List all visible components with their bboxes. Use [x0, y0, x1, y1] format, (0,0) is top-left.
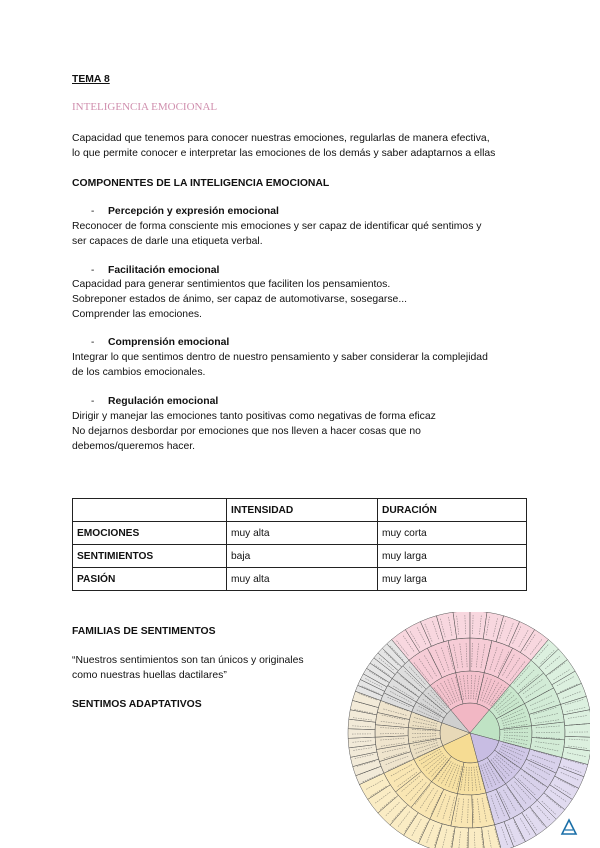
- families-heading: FAMILIAS DE SENTIMENTOS: [72, 626, 216, 637]
- tema-title: TEMA 8: [72, 74, 110, 85]
- component-title-2: Facilitación emocional: [108, 265, 220, 276]
- component-2-line-3: Comprender las emociones.: [72, 309, 202, 320]
- component-1-line-2: ser capaces de darle una etiqueta verbal.: [72, 236, 263, 247]
- component-3-line-1: Integrar lo que sentimos dentro de nuestro pensamiento y saber considerar la complejidad: [72, 352, 488, 363]
- wheel-segment: [348, 729, 375, 739]
- component-4-line-2: No dejarnos desbordar por emociones que nos lleven a hacer cosas que no: [72, 426, 421, 437]
- bullet-1: -: [91, 206, 95, 217]
- bullet-3: -: [91, 337, 95, 348]
- table-cell: EMOCIONES: [73, 522, 227, 545]
- table-cell: muy larga: [378, 545, 527, 568]
- table-header-cell: DURACIÓN: [378, 499, 527, 522]
- table-cell: muy alta: [227, 568, 378, 591]
- table-cell: muy corta: [378, 522, 527, 545]
- adaptive-heading: SENTIMOS ADAPTATIVOS: [72, 699, 202, 710]
- families-quote-line-1: “Nuestros sentimientos son tan únicos y originales: [72, 655, 304, 666]
- table-cell: muy larga: [378, 568, 527, 591]
- table-header-cell: [73, 499, 227, 522]
- table-header-cell: INTENSIDAD: [227, 499, 378, 522]
- table-cell: PASIÓN: [73, 568, 227, 591]
- emotions-table: [72, 498, 527, 591]
- component-4-line-3: debemos/queremos hacer.: [72, 441, 196, 452]
- subtitle: INTELIGENCIA EMOCIONAL: [72, 101, 218, 113]
- component-2-line-2: Sobreponer estados de ánimo, ser capaz de automotivarse, sosegarse...: [72, 294, 408, 305]
- component-2-line-1: Capacidad para generar sentimientos que faciliten los pensamientos.: [72, 279, 391, 290]
- table-cell: baja: [227, 545, 378, 568]
- bullet-4: -: [91, 396, 95, 407]
- component-title-3: Comprensión emocional: [108, 337, 230, 348]
- table-cell: SENTIMIENTOS: [73, 545, 227, 568]
- table-row: [73, 545, 527, 568]
- components-heading: COMPONENTES DE LA INTELIGENCIA EMOCIONAL: [72, 178, 330, 189]
- component-title-1: Percepción y expresión emocional: [108, 206, 279, 217]
- bullet-2: -: [91, 265, 95, 276]
- component-3-line-2: de los cambios emocionales.: [72, 367, 206, 378]
- feelings-wheel-image: [345, 612, 590, 848]
- brand-logo-icon: [560, 818, 578, 836]
- families-quote-line-2: como nuestras huellas dactilares”: [72, 670, 227, 681]
- intro-line-1: Capacidad que tenemos para conocer nuestras emociones, regularlas de manera efectiva,: [72, 133, 490, 144]
- intro-line-2: lo que permite conocer e interpretar las emociones de los demás y saber adaptarnos a ellas: [72, 148, 496, 159]
- component-1-line-1: Reconocer de forma consciente mis emociones y ser capaz de identificar qué sentimos y: [72, 221, 482, 232]
- component-4-line-1: Dirigir y manejar las emociones tanto positivas como negativas de forma eficaz: [72, 411, 436, 422]
- table-cell: muy alta: [227, 522, 378, 545]
- component-title-4: Regulación emocional: [108, 396, 219, 407]
- table-row: [73, 568, 527, 591]
- wheel-segment: [565, 723, 590, 737]
- table-header-row: [73, 499, 527, 522]
- table-row: [73, 522, 527, 545]
